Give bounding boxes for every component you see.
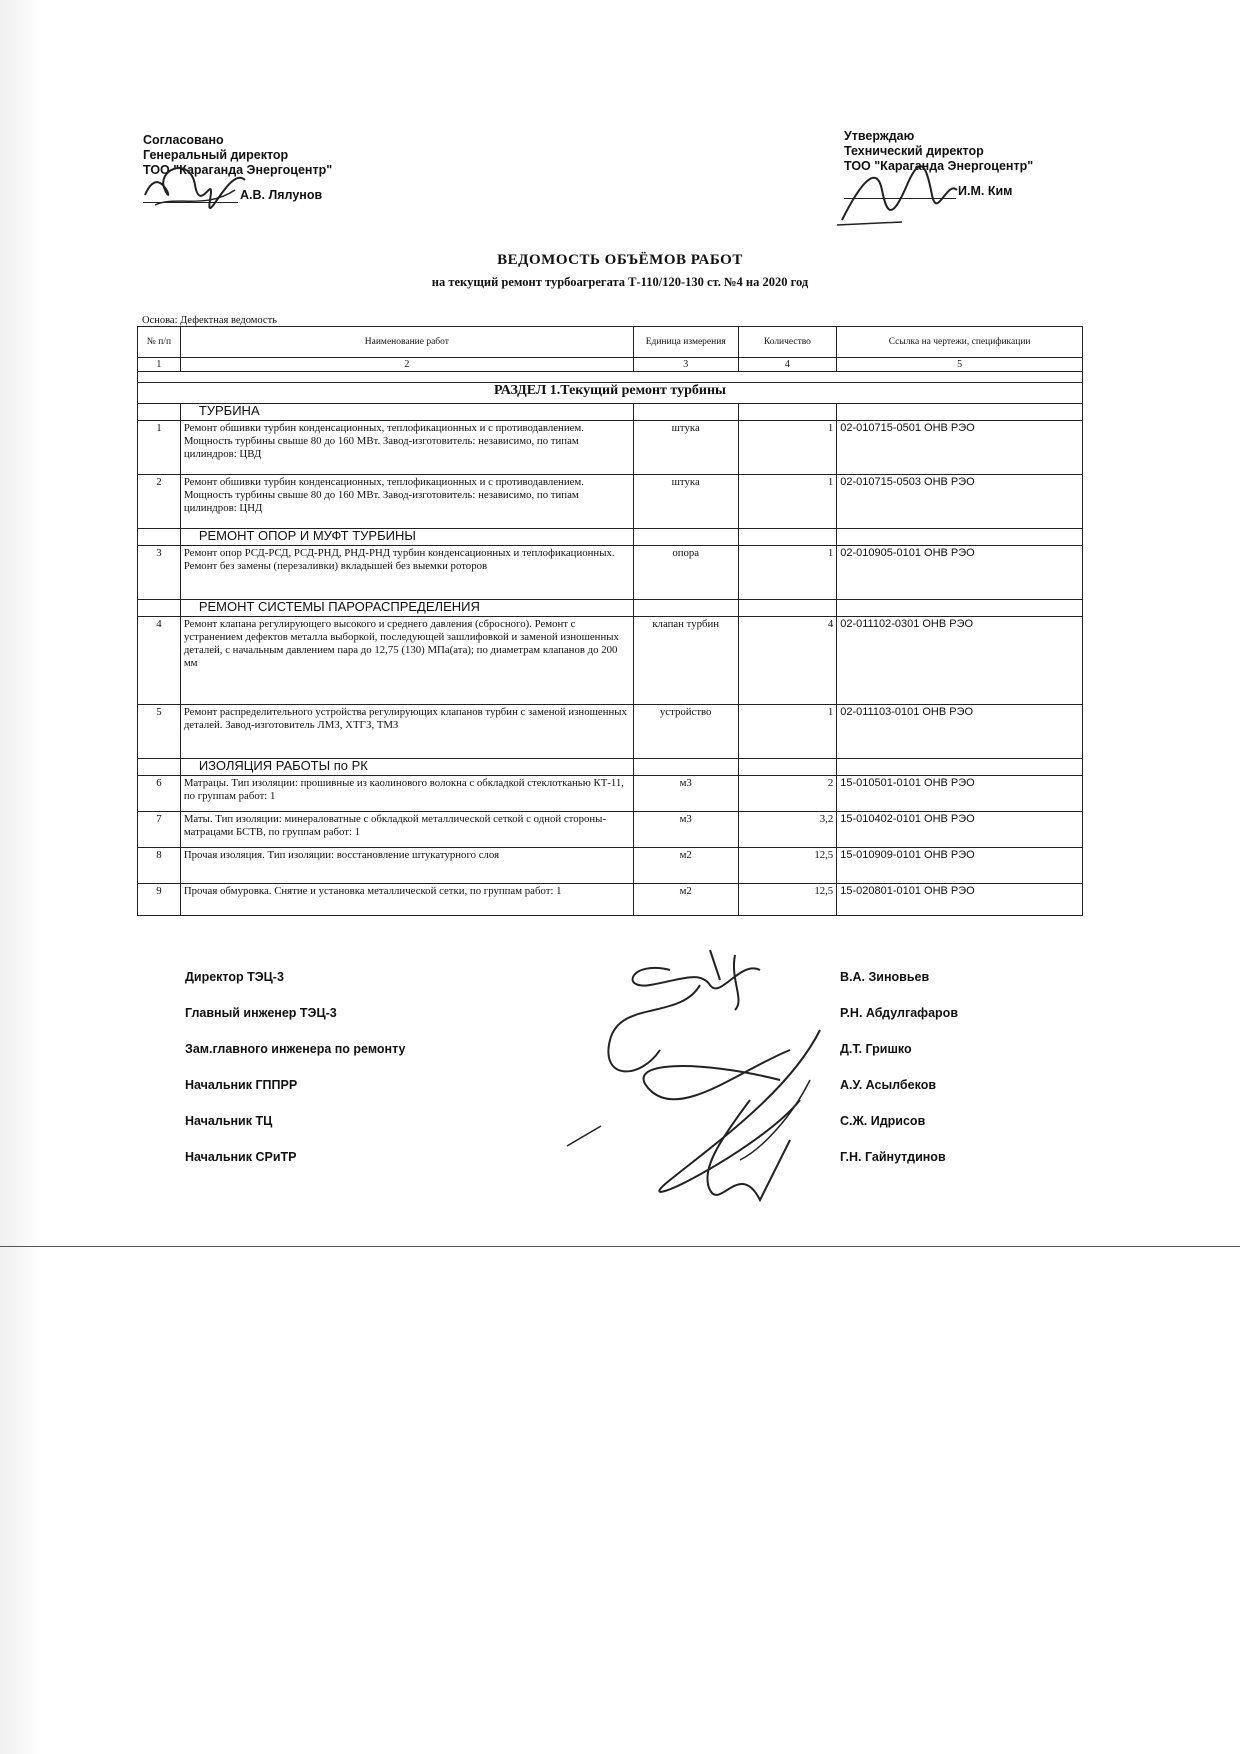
row-qty: 2	[738, 776, 837, 812]
group-title: РЕМОНТ ОПОР И МУФТ ТУРБИНЫ	[180, 529, 633, 546]
row-number: 2	[138, 475, 181, 529]
document-title: ВЕДОМОСТЬ ОБЪЁМОВ РАБОТ	[497, 252, 743, 268]
row-ref: 15-020801-0101 ОНВ РЭО	[837, 884, 1083, 916]
section-row	[138, 383, 1083, 404]
col-num-1: 1	[138, 358, 181, 372]
table-row	[138, 617, 1083, 705]
col-num-5: 5	[837, 358, 1083, 372]
signer-position: Начальник ГППРР	[185, 1078, 298, 1092]
row-ref: 02-010715-0501 ОНВ РЭО	[837, 421, 1083, 475]
row-ref: 02-010715-0503 ОНВ РЭО	[837, 475, 1083, 529]
signer-name: Г.Н. Гайнутдинов	[840, 1150, 946, 1164]
row-unit: м2	[633, 848, 738, 884]
signer-position: Начальник ТЦ	[185, 1114, 273, 1128]
row-name: Матрацы. Тип изоляции: прошивные из каолинового волокна с обкладкой стеклотканью КТ-11, по группам работ: 1	[180, 776, 633, 812]
approval-left-name: А.В. Лялунов	[240, 188, 323, 202]
column-number-row	[138, 358, 1083, 372]
group-title: РЕМОНТ СИСТЕМЫ ПАРОРАСПРЕДЕЛЕНИЯ	[180, 600, 633, 617]
row-unit: м2	[633, 884, 738, 916]
approval-left-line2: Генеральный директор	[143, 148, 289, 162]
row-name: Прочая изоляция. Тип изоляции: восстановление штукатурного слоя	[180, 848, 633, 884]
row-qty: 4	[738, 617, 837, 705]
col-num-4: 4	[738, 358, 837, 372]
row-ref: 02-011102-0301 ОНВ РЭО	[837, 617, 1083, 705]
col-num-2: 2	[180, 358, 633, 372]
row-number: 8	[138, 848, 181, 884]
signatures-cluster	[560, 940, 860, 1240]
approval-left-line1: Согласовано	[143, 133, 224, 147]
row-ref: 02-011103-0101 ОНВ РЭО	[837, 705, 1083, 759]
row-number: 9	[138, 884, 181, 916]
document-basis: Основа: Дефектная ведомость	[142, 315, 277, 326]
row-unit: штука	[633, 421, 738, 475]
row-number: 6	[138, 776, 181, 812]
table-row	[138, 475, 1083, 529]
signer-position: Зам.главного инженера по ремонту	[185, 1042, 406, 1056]
row-name: Ремонт обшивки турбин конденсационных, теплофикационных и с противодавлением. Мощность турбины свыше 80 до 160 МВт. Завод-изготовитель: независимо, по типам цилиндров: ЦВД	[180, 421, 633, 475]
signature-right	[832, 160, 962, 235]
signature-left	[135, 150, 255, 225]
row-name: Ремонт распределительного устройства регулирующих клапанов турбин с заменой изношенных деталей. Завод-изготовитель ЛМЗ, ХТГЗ, ТМЗ	[180, 705, 633, 759]
header-name: Наименование работ	[180, 327, 633, 358]
table-row	[138, 884, 1083, 916]
signer-name: Д.Т. Гришко	[840, 1042, 912, 1056]
signer-name: А.У. Асылбеков	[840, 1078, 937, 1092]
section-title: РАЗДЕЛ 1.Текущий ремонт турбины	[138, 383, 1083, 404]
row-name: Ремонт опор РСД-РСД, РСД-РНД, РНД-РНД турбин конденсационных и теплофикационных. Ремонт без замены (перезаливки) вкладышей без выемки роторов	[180, 546, 633, 600]
group-title: ИЗОЛЯЦИЯ РАБОТЫ по РК	[180, 759, 633, 776]
row-qty: 1	[738, 421, 837, 475]
row-unit: опора	[633, 546, 738, 600]
row-name: Ремонт обшивки турбин конденсационных, теплофикационных и с противодавлением. Мощность турбины свыше 80 до 160 МВт. Завод-изготовитель: независимо, по типам цилиндров: ЦНД	[180, 475, 633, 529]
signer-position: Главный инженер ТЭЦ-3	[185, 1006, 337, 1020]
approval-right-line1: Утверждаю	[844, 129, 915, 143]
approval-right-name: И.М. Ким	[958, 184, 1013, 198]
header-ref: Ссылка на чертежи, спецификации	[837, 327, 1083, 358]
row-unit: клапан турбин	[633, 617, 738, 705]
header-number: № п/п	[138, 327, 181, 358]
approval-left-line3: ТОО "Караганда Энергоцентр"	[143, 163, 333, 177]
group-row	[138, 529, 1083, 546]
signer-position: Начальник СРиТР	[185, 1150, 297, 1164]
row-qty: 3,2	[738, 812, 837, 848]
table-row	[138, 705, 1083, 759]
document-subtitle: на текущий ремонт турбоагрегата Т-110/120-130 ст. №4 на 2020 год	[431, 275, 809, 289]
approval-right-line3: ТОО "Караганда Энергоцентр"	[844, 159, 1034, 173]
row-number: 1	[138, 421, 181, 475]
row-ref: 15-010909-0101 ОНВ РЭО	[837, 848, 1083, 884]
row-qty: 12,5	[738, 848, 837, 884]
group-row	[138, 404, 1083, 421]
group-row	[138, 759, 1083, 776]
col-num-3: 3	[633, 358, 738, 372]
signer-position: Директор ТЭЦ-3	[185, 970, 284, 984]
row-number: 7	[138, 812, 181, 848]
table-row	[138, 776, 1083, 812]
row-unit: штука	[633, 475, 738, 529]
row-qty: 1	[738, 705, 837, 759]
row-number: 4	[138, 617, 181, 705]
group-row	[138, 600, 1083, 617]
table-row	[138, 812, 1083, 848]
row-name: Маты. Тип изоляции: минераловатные с обкладкой металлической сеткой с одной стороны- матрацами БСТВ, по группам работ: 1	[180, 812, 633, 848]
row-ref: 15-010402-0101 ОНВ РЭО	[837, 812, 1083, 848]
header-qty: Количество	[738, 327, 837, 358]
scan-fold-line	[0, 1246, 1240, 1247]
stray-mark	[565, 1120, 605, 1150]
approval-right-line2: Технический директор	[844, 144, 984, 158]
row-ref: 15-010501-0101 ОНВ РЭО	[837, 776, 1083, 812]
signer-name: С.Ж. Идрисов	[840, 1114, 926, 1128]
row-qty: 1	[738, 475, 837, 529]
row-qty: 12,5	[738, 884, 837, 916]
table-header-row	[138, 327, 1083, 358]
table-row	[138, 546, 1083, 600]
row-unit: устройство	[633, 705, 738, 759]
row-ref: 02-010905-0101 ОНВ РЭО	[837, 546, 1083, 600]
row-name: Ремонт клапана регулирующего высокого и среднего давления (сбросного). Ремонт с устранением дефектов металла выборкой, последующей зашлифовкой и заменой изношенных деталей, с начальным давлением пара до 12,75 (130) МПа(ата); по диаметрам клапанов до 200 мм	[180, 617, 633, 705]
group-title: ТУРБИНА	[180, 404, 633, 421]
row-unit: м3	[633, 776, 738, 812]
table-row	[138, 848, 1083, 884]
header-unit: Единица измерения	[633, 327, 738, 358]
row-unit: м3	[633, 812, 738, 848]
row-name: Прочая обмуровка. Снятие и установка металлической сетки, по группам работ: 1	[180, 884, 633, 916]
spacer-row	[138, 372, 1083, 383]
works-table	[137, 326, 1083, 916]
table-row	[138, 421, 1083, 475]
row-number: 5	[138, 705, 181, 759]
row-qty: 1	[738, 546, 837, 600]
signer-name: В.А. Зиновьев	[840, 970, 930, 984]
row-number: 3	[138, 546, 181, 600]
signer-name: Р.Н. Абдулгафаров	[840, 1006, 958, 1020]
